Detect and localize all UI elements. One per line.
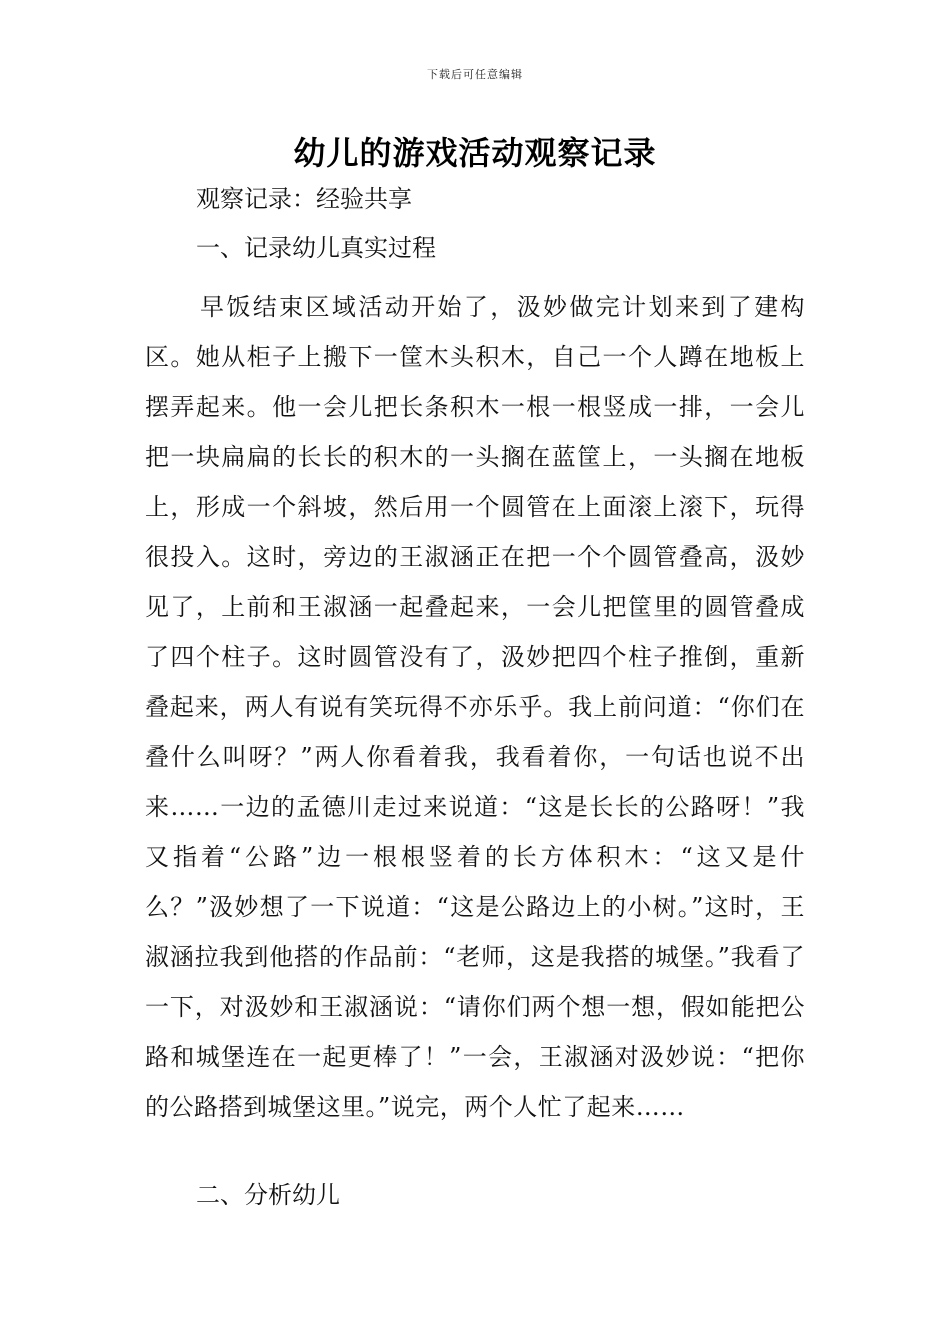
header-note: 下载后可任意编辑 [427, 68, 523, 81]
document-title: 幼儿的游戏活动观察记录 [293, 134, 657, 172]
document-subtitle: 观察记录：经验共享 [196, 185, 412, 213]
section-heading-1: 一、记录幼儿真实过程 [196, 234, 436, 262]
observation-paragraph: 早饭结束区域活动开始了，汲妙做完计划来到了建构区。她从柜子上搬下一筐木头积木，自己一个人蹲在地板上摆弄起来。他一会儿把长条积木一根一根竖成一排，一会儿把一块扁扁的长长的积木的一头搁在蓝筐上，一头搁在地板上，形成一个斜坡，然后用一个圆管在上面滚上滚下，玩得很投入。这时，旁边的王淑涵正在把一个个圆管叠高，汲妙见了，上前和王淑涵一起叠起来，一会儿把筐里的圆管叠成了四个柱子。这时圆管没有了，汲妙把四个柱子推倒，重新叠起来，两人有说有笑玩得不亦乐乎。我上前问道：“你们在叠什么叫呀？”两人你看着我，我看着你，一句话也说不出来……一边的孟德川走过来说道：“这是长长的公路呀！”我又指着“公路”边一根根竖着的长方体积木：“这又是什么？”汲妙想了一下说道：“这是公路边上的小树。”这时，王淑涵拉我到他搭的作品前：“老师，这是我搭的城堡。”我看了一下，对汲妙和王淑涵说：“请你们两个想一想，假如能把公路和城堡连在一起更棒了！”一会，王淑涵对汲妙说：“把你的公路搭到城堡这里。”说完，两个人忙了起来…… [145, 293, 805, 1121]
section-heading-2: 二、分析幼儿 [196, 1181, 340, 1209]
